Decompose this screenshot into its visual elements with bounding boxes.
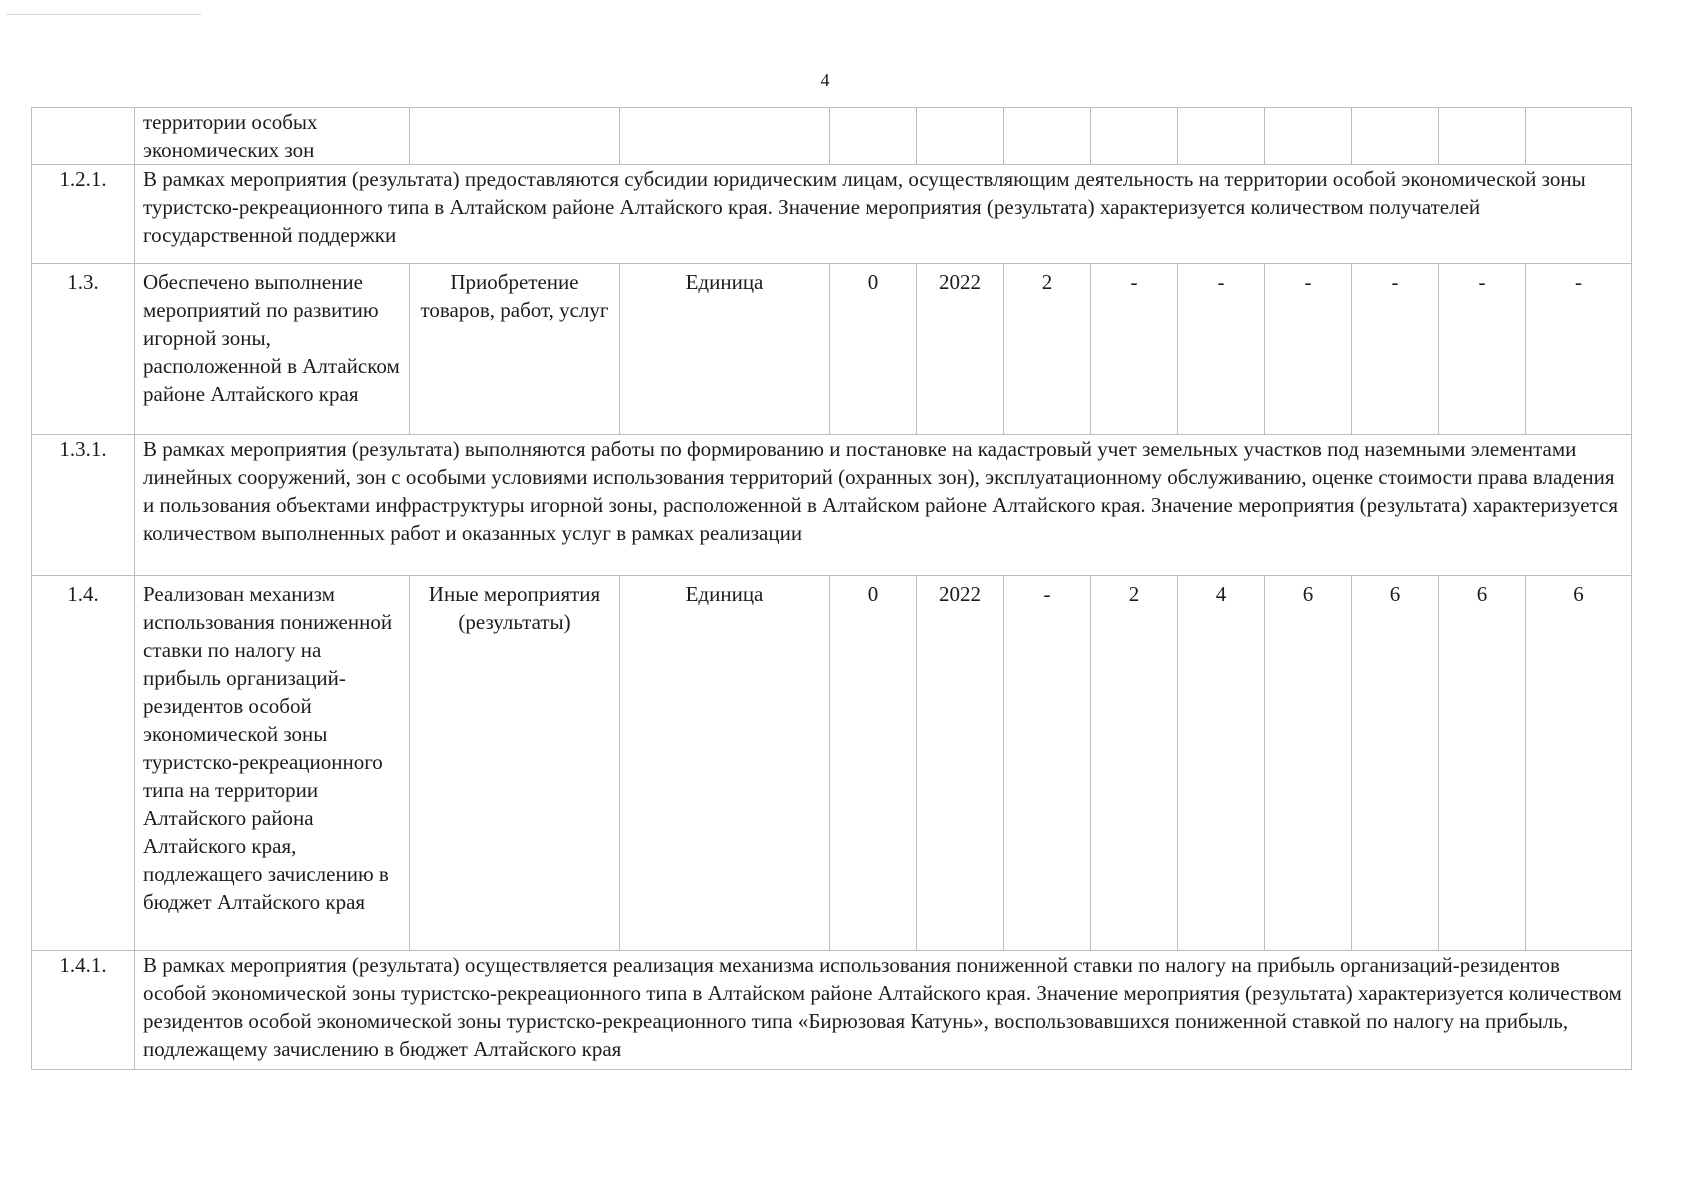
- cell-num: 1.4.1.: [32, 951, 135, 1070]
- cell-name: Обеспечено выполнение мероприятий по развитию игорной зоны, расположенной в Алтайском районе Алтайского края: [135, 264, 410, 435]
- table-row: [32, 435, 1632, 576]
- cell-value: 6: [1352, 576, 1439, 951]
- cell-description: В рамках мероприятия (результата) предоставляются субсидии юридическим лицам, осуществляющим деятельность на территории особой экономической зоны туристско-рекреационного типа в Алтайском районе Алтайского края. Значение мероприятия (результата) характеризуется количеством получателей государственной поддержки: [135, 165, 1632, 264]
- cell-type: Иные мероприятия (результаты): [410, 576, 620, 951]
- cell-base-value: 0: [830, 264, 917, 435]
- table-row: [32, 951, 1632, 1070]
- cell-base-value: [830, 108, 917, 165]
- cell-value: 2: [1004, 264, 1091, 435]
- cell-num: 1.3.: [32, 264, 135, 435]
- page-number: 4: [820, 70, 830, 90]
- cell-value: [1352, 108, 1439, 165]
- table-row: [32, 165, 1632, 264]
- cell-num: 1.2.1.: [32, 165, 135, 264]
- cell-num: 1.4.: [32, 576, 135, 951]
- scan-artifact-line: [6, 14, 201, 15]
- cell-value: [1526, 108, 1632, 165]
- cell-value: -: [1004, 576, 1091, 951]
- cell-value: -: [1526, 264, 1632, 435]
- cell-value: [1265, 108, 1352, 165]
- table-row: [32, 108, 1632, 165]
- cell-name: Реализован механизм использования пониженной ставки по налогу на прибыль организаций-резидентов особой экономической зоны туристско-рекреационного типа на территории Алтайского района Алтайского края, подлежащего зачислению в бюджет Алтайского края: [135, 576, 410, 951]
- cell-num: [32, 108, 135, 165]
- cell-value: 4: [1178, 576, 1265, 951]
- cell-unit: Единица: [620, 264, 830, 435]
- cell-unit: [620, 108, 830, 165]
- cell-value: -: [1439, 264, 1526, 435]
- cell-value: -: [1352, 264, 1439, 435]
- cell-type: [410, 108, 620, 165]
- cell-base-year: 2022: [917, 264, 1004, 435]
- cell-value: -: [1178, 264, 1265, 435]
- cell-value: 6: [1265, 576, 1352, 951]
- cell-value: -: [1091, 264, 1178, 435]
- cell-value: 2: [1091, 576, 1178, 951]
- cell-type: Приобретение товаров, работ, услуг: [410, 264, 620, 435]
- cell-base-year: [917, 108, 1004, 165]
- cell-description: В рамках мероприятия (результата) выполняются работы по формированию и постановке на кадастровый учет земельных участков под наземными элементами линейных сооружений, зон с особыми условиями использования территорий (охранных зон), эксплуатационному обслуживанию, оценке стоимости права владения и пользования объектами инфраструктуры игорной зоны, расположенной в Алтайском районе Алтайского края. Значение мероприятия (результата) характеризуется количеством выполненных работ и оказанных услуг в рамках реализации: [135, 435, 1632, 576]
- cell-value: [1091, 108, 1178, 165]
- cell-value: [1439, 108, 1526, 165]
- table-row: [32, 264, 1632, 435]
- cell-description: В рамках мероприятия (результата) осуществляется реализация механизма использования пониженной ставки по налогу на прибыль организаций-резидентов особой экономической зоны туристско-рекреационного типа в Алтайском районе Алтайского края. Значение мероприятия (результата) характеризуется количеством резидентов особой экономической зоны туристско-рекреационного типа «Бирюзовая Катунь», воспользовавшихся пониженной ставкой по налогу на прибыль, подлежащему зачислению в бюджет Алтайского края: [135, 951, 1632, 1070]
- cell-value: [1004, 108, 1091, 165]
- cell-value: [1178, 108, 1265, 165]
- cell-value: 6: [1526, 576, 1632, 951]
- cell-unit: Единица: [620, 576, 830, 951]
- table-row: [32, 576, 1632, 951]
- cell-value: -: [1265, 264, 1352, 435]
- cell-name: территории особых экономических зон: [135, 108, 410, 165]
- cell-base-year: 2022: [917, 576, 1004, 951]
- cell-base-value: 0: [830, 576, 917, 951]
- cell-num: 1.3.1.: [32, 435, 135, 576]
- cell-value: 6: [1439, 576, 1526, 951]
- results-table: [31, 107, 1632, 1070]
